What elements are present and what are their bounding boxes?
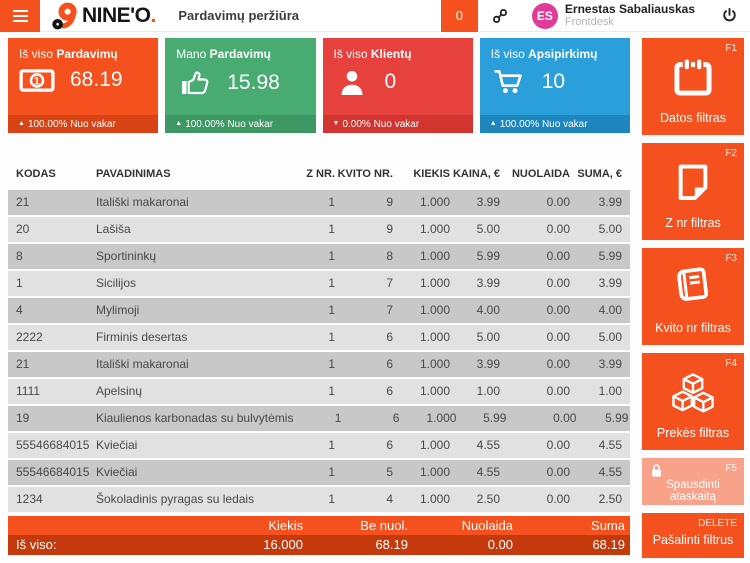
stat-card-my-sales xyxy=(165,38,315,133)
totals-row-label: Iš viso: xyxy=(16,537,57,552)
cell-value: 4.55 xyxy=(476,438,500,452)
stat-trend: ▼ 0.00% Nuo vakar xyxy=(323,115,473,133)
nineo-logo-icon xyxy=(52,1,78,31)
stats-row xyxy=(8,38,630,133)
cell-value: 1.000 xyxy=(426,411,457,425)
cell-value: 3.99 xyxy=(476,357,500,371)
cell-pavadinimas: Mylimoji xyxy=(96,303,140,317)
cell-value: 4.00 xyxy=(598,303,622,317)
cell-value: 0.00 xyxy=(546,438,570,452)
total-kiekis: 16.000 xyxy=(263,537,303,552)
cell-value: 6 xyxy=(386,438,393,452)
stat-trend: ▲ 100.00% Nuo vakar xyxy=(480,115,630,133)
cell-value: 1 xyxy=(328,465,335,479)
cell-pavadinimas: Apelsinų xyxy=(96,384,143,398)
stat-value: 15.98 xyxy=(227,70,280,94)
cell-value: 0.00 xyxy=(546,330,570,344)
stat-title: Mano Pardavimų xyxy=(176,47,271,61)
cell-pavadinimas: Itališki makaronai xyxy=(96,357,189,371)
stat-value: 10 xyxy=(541,69,566,93)
column-header: KAINA, € xyxy=(452,167,500,180)
stat-title: Iš viso Apsipirkimų xyxy=(490,47,598,61)
cell-value: 5.00 xyxy=(598,330,622,344)
user-role: Frontdesk xyxy=(564,16,614,28)
cell-pavadinimas: Kviečiai xyxy=(96,438,138,452)
cell-value: 0.00 xyxy=(546,384,570,398)
fkey-label: F3 xyxy=(725,253,737,264)
cell-value: 1.000 xyxy=(419,357,450,371)
cell-value: 0.00 xyxy=(553,411,577,425)
table-row[interactable] xyxy=(8,298,630,323)
cell-value: 1.000 xyxy=(419,492,450,506)
cell-value: 1 xyxy=(328,330,335,344)
column-header: NUOLAIDA xyxy=(511,167,570,180)
table-body xyxy=(8,190,630,512)
cell-kodas: 21 xyxy=(16,195,30,209)
filter-label: Pašalinti filtrus xyxy=(652,533,734,547)
filter-label: Prekės filtras xyxy=(656,426,730,440)
main-content xyxy=(8,38,630,555)
cell-value: 0.00 xyxy=(546,222,570,236)
fkey-label: F5 xyxy=(725,463,737,474)
cell-value: 1.000 xyxy=(419,249,450,263)
cell-kodas: 1234 xyxy=(16,492,43,506)
total-nuolaida: 0.00 xyxy=(487,537,513,552)
cell-value: 1 xyxy=(328,384,335,398)
table-row[interactable] xyxy=(8,217,630,242)
table-row[interactable] xyxy=(8,271,630,296)
cell-value: 3.99 xyxy=(476,276,500,290)
page-title: Pardavimų peržiūra xyxy=(178,8,300,23)
boxes-icon xyxy=(642,371,744,417)
cell-value: 1.00 xyxy=(598,384,622,398)
table-row[interactable] xyxy=(8,244,630,269)
totals-bar xyxy=(8,516,630,555)
filter-label: Kvito nr filtras xyxy=(655,321,731,335)
table-header xyxy=(8,138,630,188)
fkey-label: DELETE xyxy=(698,518,737,529)
power-icon xyxy=(721,7,738,24)
notifications-count-button[interactable]: 0 xyxy=(441,0,478,32)
cell-value: 3.99 xyxy=(598,357,622,371)
cell-kodas: 55546684015 xyxy=(16,465,90,479)
cell-value: 2.50 xyxy=(598,492,622,506)
cell-value: 1.000 xyxy=(419,195,450,209)
cell-value: 3.99 xyxy=(598,276,622,290)
document-icon xyxy=(642,161,744,203)
cell-value: 3.99 xyxy=(476,195,500,209)
cell-value: 6 xyxy=(386,357,393,371)
cell-value: 1.00 xyxy=(476,384,500,398)
cell-value: 9 xyxy=(386,222,393,236)
column-header: PAVADINIMAS xyxy=(96,167,171,180)
cell-value: 1 xyxy=(328,303,335,317)
column-header: KODAS xyxy=(16,167,56,180)
cell-pavadinimas: Šokoladinis pyragas su ledais xyxy=(96,492,255,506)
filter-sidebar xyxy=(642,38,744,558)
cell-kodas: 21 xyxy=(16,357,30,371)
table-row[interactable] xyxy=(8,190,630,215)
column-header: Z NR. xyxy=(306,167,335,180)
column-header: SUMA, € xyxy=(577,167,622,180)
total-be-nuol: 68.19 xyxy=(375,537,408,552)
cell-value: 1 xyxy=(328,438,335,452)
date-filter-button[interactable] xyxy=(642,38,744,135)
cell-kodas: 8 xyxy=(16,249,23,263)
cell-value: 1 xyxy=(328,195,335,209)
person-icon xyxy=(334,68,370,96)
cell-value: 1.000 xyxy=(419,303,450,317)
cell-kodas: 2222 xyxy=(16,330,43,344)
cell-value: 2.50 xyxy=(476,492,500,506)
logo-dot: . xyxy=(150,3,157,27)
cell-value: 6 xyxy=(386,384,393,398)
product-filter-button[interactable] xyxy=(642,353,744,450)
cell-value: 4.00 xyxy=(476,303,500,317)
cell-value: 0.00 xyxy=(546,357,570,371)
cell-pavadinimas: Itališki makaronai xyxy=(96,195,189,209)
cell-value: 6 xyxy=(386,330,393,344)
cell-value: 1 xyxy=(328,249,335,263)
cell-value: 7 xyxy=(386,303,393,317)
cell-value: 5.99 xyxy=(483,411,507,425)
link-button[interactable] xyxy=(478,8,522,24)
cell-value: 1.000 xyxy=(419,276,450,290)
table-row[interactable] xyxy=(8,379,630,404)
topbar xyxy=(0,0,750,32)
table-row[interactable] xyxy=(8,460,630,485)
cell-value: 4.55 xyxy=(476,465,500,479)
table-row[interactable] xyxy=(8,352,630,377)
totals-labels-row xyxy=(8,516,630,535)
cell-value: 0.00 xyxy=(546,276,570,290)
column-header: KIEKIS xyxy=(413,167,450,180)
cell-value: 3.99 xyxy=(598,195,622,209)
receipt-number-filter-button[interactable] xyxy=(642,248,744,345)
cell-value: 1.000 xyxy=(419,438,450,452)
cell-value: 0.00 xyxy=(546,492,570,506)
fkey-label: F4 xyxy=(725,358,737,369)
filter-label: Datos filtras xyxy=(660,111,726,125)
logout-button[interactable] xyxy=(705,7,750,24)
cell-value: 4 xyxy=(386,492,393,506)
cell-value: 1.000 xyxy=(419,330,450,344)
cell-kodas: 1111 xyxy=(16,384,41,398)
stat-title: Iš viso Klientų xyxy=(333,47,412,61)
totals-label: Kiekis xyxy=(268,518,303,533)
stat-trend: ▲ 100.00% Nuo vakar xyxy=(8,115,158,133)
cell-value: 0.00 xyxy=(546,195,570,209)
thumbs-up-icon xyxy=(176,68,212,97)
fkey-label: F1 xyxy=(725,43,737,54)
cell-value: 5.00 xyxy=(476,330,500,344)
clear-filters-button[interactable] xyxy=(642,513,744,558)
cell-pavadinimas: Kviečiai xyxy=(96,465,138,479)
user-name: Ernestas Sabaliauskas xyxy=(564,2,695,16)
table-row[interactable] xyxy=(8,406,630,431)
cart-icon xyxy=(491,68,527,95)
cell-value: 5.99 xyxy=(598,249,622,263)
stat-value: 68.19 xyxy=(70,68,123,91)
logo-text: NINE'O xyxy=(82,3,151,27)
stat-card-total-clients xyxy=(323,38,473,133)
cell-value: 1 xyxy=(328,357,335,371)
totals-label: Suma xyxy=(591,518,625,533)
z-number-filter-button[interactable] xyxy=(642,143,744,240)
cell-kodas: 55546684015 xyxy=(16,438,90,452)
cell-value: 4.55 xyxy=(598,438,622,452)
stat-card-total-purchases xyxy=(480,38,630,133)
cell-value: 4.55 xyxy=(598,465,622,479)
avatar: ES xyxy=(532,3,558,29)
totals-label: Be nuol. xyxy=(360,518,408,533)
stat-value: 0 xyxy=(384,70,397,93)
cell-pavadinimas: Lašiša xyxy=(96,222,131,236)
cell-value: 0.00 xyxy=(546,249,570,263)
book-icon xyxy=(642,266,744,308)
cell-value: 5.00 xyxy=(476,222,500,236)
table-row[interactable] xyxy=(8,325,630,350)
cell-value: 1 xyxy=(328,492,335,506)
cell-value: 6 xyxy=(392,411,400,425)
cell-value: 1 xyxy=(328,276,335,290)
cell-pavadinimas: Kiaulienos karbonadas su bulvytėmis xyxy=(96,411,294,425)
column-header: KVITO NR. xyxy=(337,167,393,180)
cell-value: 5.00 xyxy=(598,222,622,236)
stat-trend: ▲ 100.00% Nuo vakar xyxy=(165,115,315,133)
cell-value: 5 xyxy=(386,465,393,479)
cell-value: 5.99 xyxy=(476,249,500,263)
fkey-label: F2 xyxy=(725,148,737,159)
filter-label: Spausdinti ataskaitą xyxy=(666,479,720,503)
cell-kodas: 19 xyxy=(16,411,30,425)
cell-value: 1.000 xyxy=(419,384,450,398)
totals-values-row xyxy=(8,535,630,555)
cell-value: 5.99 xyxy=(605,411,629,425)
total-suma: 68.19 xyxy=(592,537,625,552)
stat-card-total-sales xyxy=(8,38,158,133)
banknote-icon xyxy=(19,69,55,92)
cell-value: 1.000 xyxy=(419,465,450,479)
totals-label: Nuolaida xyxy=(461,518,513,533)
stat-title: Iš viso Pardavimų xyxy=(19,47,118,61)
cell-value: 0.00 xyxy=(546,465,570,479)
hamburger-menu-button[interactable] xyxy=(0,0,40,32)
cell-value: 7 xyxy=(386,276,393,290)
user-profile[interactable] xyxy=(522,3,705,29)
calendar-icon xyxy=(642,56,744,98)
cell-value: 0.00 xyxy=(546,303,570,317)
table-row[interactable] xyxy=(8,433,630,458)
table-row[interactable] xyxy=(8,487,630,512)
app-logo xyxy=(52,1,156,31)
cell-pavadinimas: Firminis desertas xyxy=(96,330,188,344)
filter-label: Z nr filtras xyxy=(665,216,721,230)
cell-kodas: 4 xyxy=(16,303,23,317)
cell-value: 9 xyxy=(386,195,393,209)
cell-kodas: 20 xyxy=(16,222,30,236)
svg-text:1: 1 xyxy=(33,74,41,87)
print-report-button[interactable] xyxy=(642,458,744,505)
cell-value: 1 xyxy=(334,411,342,425)
cell-pavadinimas: Sicilijos xyxy=(96,276,137,290)
cell-value: 1.000 xyxy=(419,222,450,236)
cell-value: 8 xyxy=(386,249,393,263)
cell-pavadinimas: Sportininkų xyxy=(96,249,157,263)
link-icon xyxy=(492,8,508,24)
cell-value: 1 xyxy=(328,222,335,236)
cell-kodas: 1 xyxy=(16,276,23,290)
